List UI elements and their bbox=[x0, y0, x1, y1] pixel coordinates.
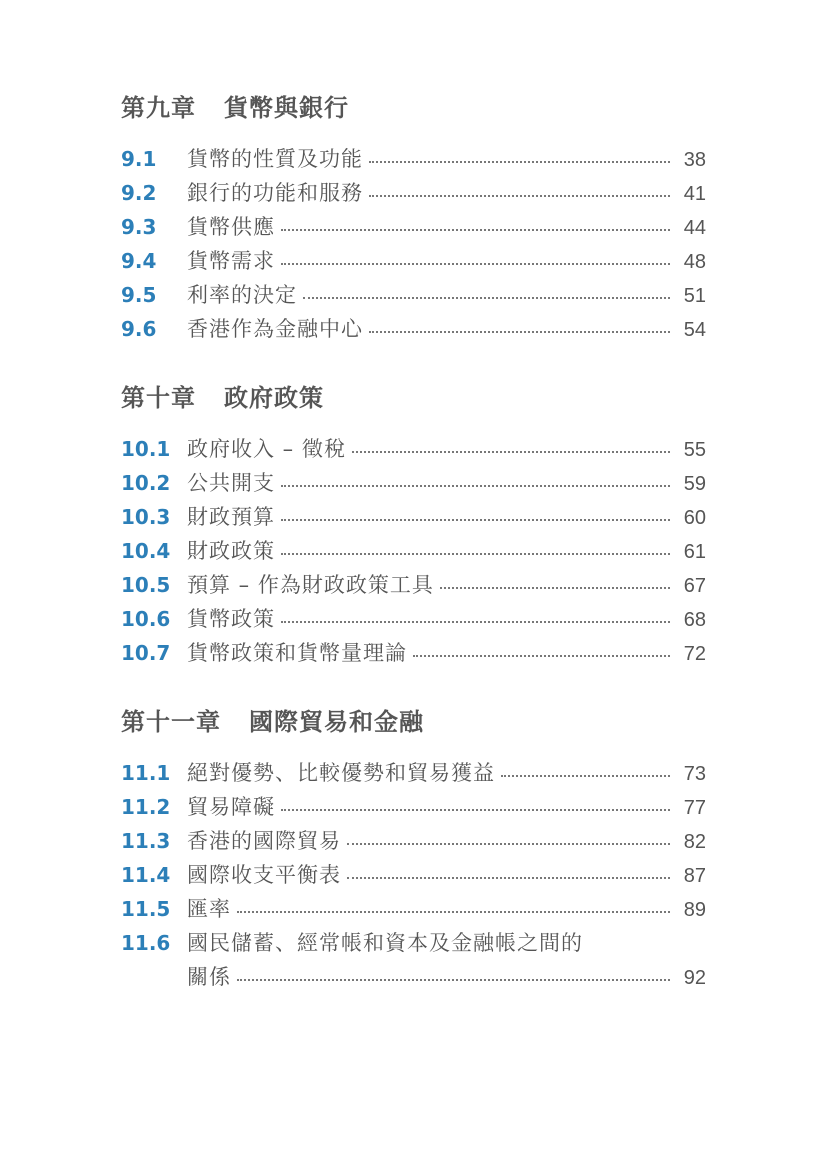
section-number: 11.2 bbox=[121, 795, 171, 819]
section-number: 9.1 bbox=[121, 147, 157, 171]
section-number: 11.6 bbox=[121, 931, 171, 955]
page-number: 87 bbox=[683, 865, 706, 887]
page-number: 68 bbox=[683, 609, 706, 631]
section-title: 利率的決定 bbox=[187, 283, 297, 307]
section-number: 11.1 bbox=[121, 761, 171, 785]
dot-leader bbox=[303, 296, 670, 299]
section-number: 10.2 bbox=[121, 471, 171, 495]
page-number: 73 bbox=[683, 763, 706, 785]
section-title: 絕對優勢、比較優勢和貿易獲益 bbox=[187, 761, 495, 785]
page-number: 72 bbox=[683, 643, 706, 665]
chapter-9 bbox=[121, 88, 706, 346]
dot-leader bbox=[352, 450, 670, 453]
section-title: 香港的國際貿易 bbox=[187, 829, 341, 853]
page-number: 82 bbox=[683, 831, 706, 853]
section-number: 10.1 bbox=[121, 437, 171, 461]
dot-leader bbox=[237, 910, 670, 913]
toc-entry[interactable] bbox=[121, 824, 706, 858]
section-number: 11.3 bbox=[121, 829, 171, 853]
chapter-name: 國際貿易和金融 bbox=[249, 708, 424, 736]
chapter-11 bbox=[121, 702, 706, 994]
section-title: 國民儲蓄、經常帳和資本及金融帳之間的 bbox=[187, 931, 583, 955]
toc-entry[interactable] bbox=[121, 176, 706, 210]
dot-leader bbox=[369, 194, 670, 197]
dot-leader bbox=[281, 620, 670, 623]
dot-leader bbox=[347, 842, 670, 845]
toc-entry[interactable] bbox=[121, 926, 706, 994]
page-number: 67 bbox=[683, 575, 706, 597]
dot-leader bbox=[369, 160, 670, 163]
section-number: 9.3 bbox=[121, 215, 157, 239]
section-title: 香港作為金融中心 bbox=[187, 317, 363, 341]
section-title: 貨幣政策 bbox=[187, 607, 275, 631]
section-title: 貿易障礙 bbox=[187, 795, 275, 819]
toc-entry[interactable] bbox=[121, 244, 706, 278]
chapter-name: 貨幣與銀行 bbox=[224, 94, 349, 122]
dot-leader bbox=[413, 654, 670, 657]
section-title: 預算 – 作為財政政策工具 bbox=[187, 573, 434, 597]
chapter-name: 政府政策 bbox=[224, 384, 324, 412]
page-number: 38 bbox=[683, 149, 706, 171]
toc-entry[interactable] bbox=[121, 756, 706, 790]
page-number: 55 bbox=[683, 439, 706, 461]
toc-entry[interactable] bbox=[121, 312, 706, 346]
section-number: 10.6 bbox=[121, 607, 171, 631]
section-number: 9.5 bbox=[121, 283, 157, 307]
dot-leader bbox=[501, 774, 670, 777]
toc-entry[interactable] bbox=[121, 432, 706, 466]
section-number: 11.4 bbox=[121, 863, 171, 887]
section-title: 政府收入 – 徵稅 bbox=[187, 437, 346, 461]
toc-entries bbox=[121, 756, 706, 994]
section-number: 10.5 bbox=[121, 573, 171, 597]
section-title: 公共開支 bbox=[187, 471, 275, 495]
toc-entry[interactable] bbox=[121, 636, 706, 670]
section-title: 財政政策 bbox=[187, 539, 275, 563]
toc-entry[interactable] bbox=[121, 568, 706, 602]
chapter-10 bbox=[121, 378, 706, 670]
page-number: 60 bbox=[683, 507, 706, 529]
section-number: 10.3 bbox=[121, 505, 171, 529]
page-number: 61 bbox=[683, 541, 706, 563]
section-number: 11.5 bbox=[121, 897, 171, 921]
chapter-heading bbox=[121, 88, 706, 128]
chapter-number: 第十章 bbox=[121, 384, 196, 412]
toc-entries bbox=[121, 432, 706, 670]
toc-entry[interactable] bbox=[121, 534, 706, 568]
toc-entry[interactable] bbox=[121, 210, 706, 244]
toc-entry[interactable] bbox=[121, 858, 706, 892]
section-title: 貨幣需求 bbox=[187, 249, 275, 273]
section-title: 貨幣政策和貨幣量理論 bbox=[187, 641, 407, 665]
toc-entries bbox=[121, 142, 706, 346]
dot-leader bbox=[237, 978, 670, 981]
page-number: 51 bbox=[683, 285, 706, 307]
toc-entry[interactable] bbox=[121, 790, 706, 824]
section-number: 10.7 bbox=[121, 641, 171, 665]
section-title: 國際收支平衡表 bbox=[187, 863, 341, 887]
section-title: 財政預算 bbox=[187, 505, 275, 529]
page-number: 48 bbox=[683, 251, 706, 273]
page-number: 41 bbox=[683, 183, 706, 205]
page-number: 89 bbox=[683, 899, 706, 921]
section-title: 貨幣供應 bbox=[187, 215, 275, 239]
entry-line bbox=[121, 960, 706, 994]
toc-entry[interactable] bbox=[121, 278, 706, 312]
chapter-number: 第十一章 bbox=[121, 708, 221, 736]
toc-entry[interactable] bbox=[121, 142, 706, 176]
section-title: 匯率 bbox=[187, 897, 231, 921]
section-number: 9.6 bbox=[121, 317, 157, 341]
toc-entry[interactable] bbox=[121, 466, 706, 500]
page-number: 59 bbox=[683, 473, 706, 495]
chapter-number: 第九章 bbox=[121, 94, 196, 122]
dot-leader bbox=[440, 586, 670, 589]
toc-entry[interactable] bbox=[121, 602, 706, 636]
section-title: 銀行的功能和服務 bbox=[187, 181, 363, 205]
chapter-heading bbox=[121, 702, 706, 742]
entry-line bbox=[121, 926, 706, 960]
section-title-continued: 關係 bbox=[187, 965, 231, 989]
page-number: 92 bbox=[683, 967, 706, 989]
dot-leader bbox=[281, 228, 670, 231]
dot-leader bbox=[369, 330, 670, 333]
page-number: 44 bbox=[683, 217, 706, 239]
dot-leader bbox=[281, 808, 670, 811]
section-title: 貨幣的性質及功能 bbox=[187, 147, 363, 171]
dot-leader bbox=[281, 484, 670, 487]
page-number: 77 bbox=[683, 797, 706, 819]
chapter-heading bbox=[121, 378, 706, 418]
section-number: 9.2 bbox=[121, 181, 157, 205]
dot-leader bbox=[281, 262, 670, 265]
dot-leader bbox=[281, 518, 670, 521]
toc-entry[interactable] bbox=[121, 500, 706, 534]
section-number: 9.4 bbox=[121, 249, 157, 273]
dot-leader bbox=[347, 876, 670, 879]
page-number: 54 bbox=[683, 319, 706, 341]
toc-entry[interactable] bbox=[121, 892, 706, 926]
dot-leader bbox=[281, 552, 670, 555]
section-number: 10.4 bbox=[121, 539, 171, 563]
